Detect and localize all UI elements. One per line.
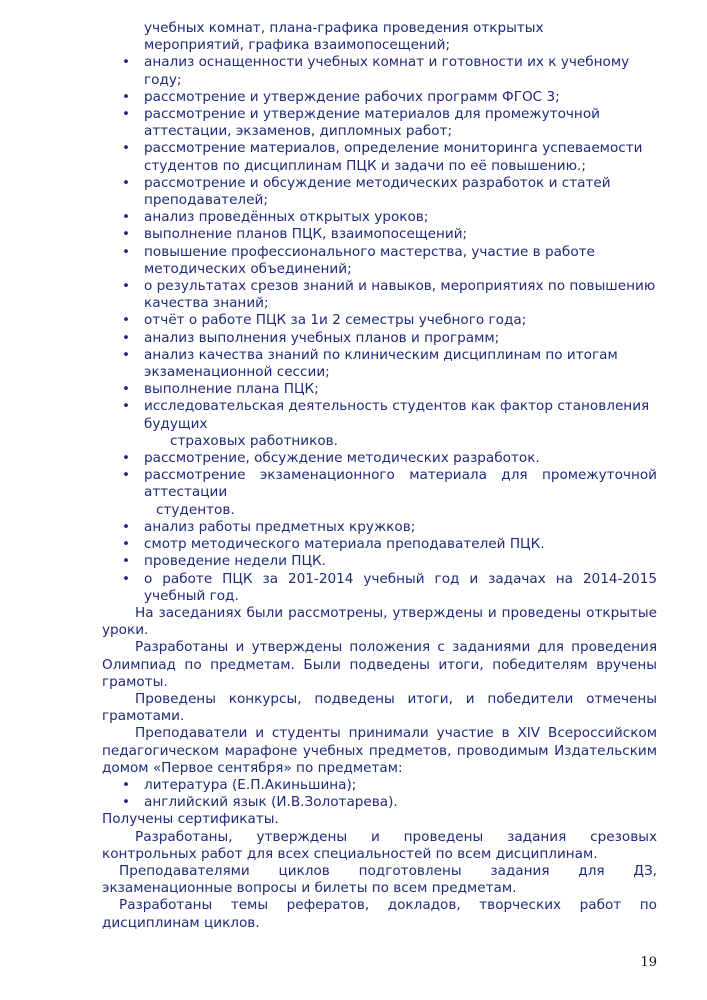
list-item	[102, 175, 657, 209]
bullet-icon: •	[121, 106, 131, 123]
bullet-icon: •	[121, 174, 131, 191]
bullet-icon: •	[121, 553, 131, 570]
list-item	[102, 278, 657, 312]
list-item-text: рассмотрение материалов, определение мониторинга успеваемости студентов по дисциплинам ПЦК и задачи по её повышению.;	[144, 140, 643, 174]
subject-list	[102, 777, 657, 811]
bullet-icon: •	[121, 278, 131, 295]
list-item-text: английский язык (И.В.Золотарева).	[144, 794, 398, 811]
bullet-icon: •	[121, 536, 131, 553]
bullet-icon: •	[121, 140, 131, 157]
list-item-text: рассмотрение экзаменационного материала для промежуточной аттестации	[144, 467, 657, 501]
continuation-line: учебных комнат, плана-графика проведения открытых	[144, 20, 544, 36]
list-item-text: отчёт о работе ПЦК за 1и 2 семестры учебного года;	[144, 312, 527, 329]
list-item-text: анализ работы предметных кружков;	[144, 518, 416, 535]
list-item-text: выполнение плана ПЦК;	[144, 381, 319, 398]
list-item	[102, 398, 657, 450]
list-item	[102, 450, 657, 467]
paragraph: Проведены конкурсы, подведены итоги, и победители отмечены грамотами.	[102, 690, 657, 725]
page-number: 19	[640, 955, 657, 970]
paragraph: На заседаниях были рассмотрены, утверждены и проведены открытые уроки.	[102, 604, 657, 639]
bullet-icon: •	[121, 518, 131, 535]
list-item	[102, 777, 657, 794]
list-item-text: рассмотрение и утверждение материалов для промежуточной аттестации, экзаменов, дипломных работ;	[144, 106, 600, 140]
list-item-text: анализ проведённых открытых уроков;	[144, 209, 429, 226]
list-item	[102, 89, 657, 106]
bullet-icon: •	[121, 776, 131, 793]
list-item	[102, 553, 657, 570]
list-item-text: анализ оснащенности учебных комнат и готовности их к учебному году;	[144, 54, 630, 88]
continuation-text	[102, 20, 657, 54]
list-item-text: страховых работников.	[170, 432, 338, 449]
list-item	[102, 536, 657, 553]
bullet-icon: •	[121, 54, 131, 71]
list-item	[102, 226, 657, 243]
bullet-icon: •	[121, 794, 131, 811]
bullet-icon: •	[121, 312, 131, 329]
list-item	[102, 330, 657, 347]
list-item-text: смотр методического материала преподавателей ПЦК.	[144, 536, 545, 553]
paragraph: Преподавателями циклов подготовлены задания для ДЗ, экзаменационные вопросы и билеты по всем предметам.	[102, 862, 657, 897]
list-item-text: повышение профессионального мастерства, участие в работе методических объединений;	[144, 243, 595, 277]
paragraph: Разработаны, утверждены и проведены задания срезовых контрольных работ для всех специальностей по всем дисциплинам.	[102, 828, 657, 862]
certificates-note: Получены сертификаты.	[102, 811, 279, 828]
bullet-icon: •	[121, 88, 131, 105]
list-item	[102, 244, 657, 278]
list-item	[102, 106, 657, 140]
list-item	[102, 571, 657, 605]
bullet-icon: •	[121, 329, 131, 346]
bullet-icon: •	[121, 450, 131, 467]
list-item-text: анализ качества знаний по клиническим дисциплинам по итогам экзаменационной сессии;	[144, 346, 618, 381]
list-item	[102, 312, 657, 329]
list-item	[102, 54, 657, 88]
list-item-text: проведение недели ПЦК.	[144, 553, 326, 570]
list-item-text: о работе ПЦК за 201-2014 учебный год и задачах на 2014-2015 учебный год.	[144, 570, 657, 604]
task-list	[102, 54, 657, 605]
list-item-text: анализ выполнения учебных планов и программ;	[144, 329, 500, 346]
paragraph: Разработаны темы рефератов, докладов, творческих работ по дисциплинам циклов.	[102, 897, 657, 931]
document-body	[102, 20, 657, 932]
list-item-text: рассмотрение и обсуждение методических разработок и статей преподавателей;	[144, 174, 611, 209]
list-item	[102, 209, 657, 226]
list-item-text: студентов.	[156, 501, 235, 518]
bullet-icon: •	[121, 346, 131, 363]
bullet-icon: •	[121, 570, 131, 587]
list-item	[102, 140, 657, 174]
list-item	[102, 519, 657, 536]
list-item-text: рассмотрение, обсуждение методических разработок.	[144, 450, 540, 467]
list-item	[102, 794, 657, 811]
continuation-line: мероприятий, графика взаимопосещений;	[144, 37, 451, 54]
list-item-text: рассмотрение и утверждение рабочих программ ФГОС 3;	[144, 88, 560, 105]
list-item-text: литература (Е.П.Акиньшина);	[144, 776, 357, 793]
bullet-icon: •	[121, 398, 131, 415]
bullet-icon: •	[121, 226, 131, 243]
list-item-text: выполнение планов ПЦК, взаимопосещений;	[144, 226, 468, 243]
bullet-icon: •	[121, 467, 131, 484]
list-item	[102, 347, 657, 381]
bullet-icon: •	[121, 243, 131, 260]
list-item	[102, 467, 657, 519]
bullet-icon: •	[121, 209, 131, 226]
paragraph: Преподаватели и студенты принимали участие в XIV Всероссийском педагогическом марафоне учебных предметов, проводимым Издательским домом «Первое сентября» по предметам:	[102, 725, 657, 776]
bullet-icon: •	[121, 381, 131, 398]
list-item-text: исследовательская деятельность студентов как фактор становления будущих	[144, 398, 650, 432]
list-item-text: о результатах срезов знаний и навыков, мероприятиях по повышению качества знаний;	[144, 278, 656, 312]
list-item	[102, 381, 657, 398]
paragraph: Разработаны и утверждены положения с заданиями для проведения Олимпиад по предметам. Были подведены итоги, победителям вручены грамоты.	[102, 639, 657, 690]
